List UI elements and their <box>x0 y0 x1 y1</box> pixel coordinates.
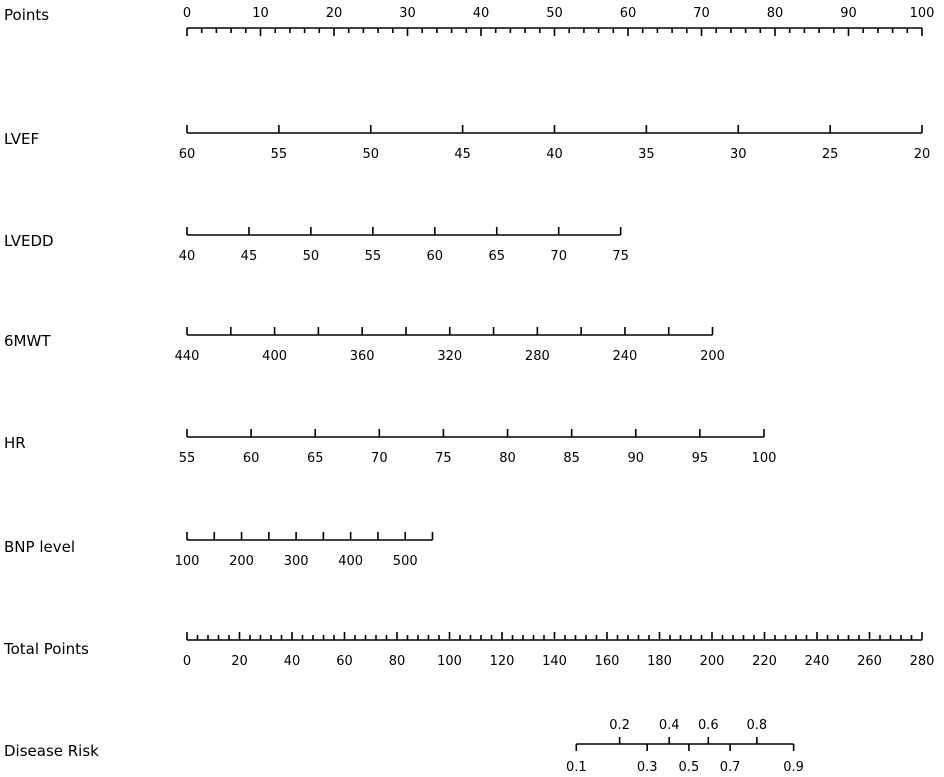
tick-label: 100 <box>437 654 462 669</box>
tick-label: 55 <box>178 451 196 466</box>
tick-label: 45 <box>454 147 471 162</box>
tick-label: 320 <box>437 349 463 364</box>
tick-label: 55 <box>364 249 382 264</box>
tick-label: 0 <box>182 654 192 669</box>
tick-label: 80 <box>388 654 406 669</box>
tick-label: 0.5 <box>678 760 700 775</box>
tick-label: 65 <box>488 249 506 264</box>
row-label: Disease Risk <box>4 742 99 760</box>
tick-label: 50 <box>546 6 563 21</box>
tick-label: 140 <box>542 654 567 669</box>
tick-label: 45 <box>240 249 258 264</box>
tick-label: 60 <box>178 147 196 162</box>
tick-label: 65 <box>306 451 324 466</box>
tick-label: 95 <box>691 451 709 466</box>
row-points <box>4 6 934 36</box>
tick-label: 200 <box>229 554 254 569</box>
tick-label: 60 <box>336 654 353 669</box>
tick-label: 0.6 <box>697 718 719 733</box>
row-label: LVEDD <box>4 232 54 250</box>
tick-label: 180 <box>647 654 672 669</box>
tick-label: 0.1 <box>565 760 587 775</box>
tick-label: 100 <box>174 554 200 569</box>
tick-label: 0 <box>182 6 192 21</box>
row-lvef <box>4 125 930 162</box>
tick-label: 50 <box>302 249 320 264</box>
tick-label: 70 <box>693 6 710 21</box>
tick-label: 0.3 <box>636 760 658 775</box>
tick-label: 0.2 <box>609 718 630 733</box>
tick-label: 20 <box>913 147 931 162</box>
tick-label: 60 <box>242 451 260 466</box>
tick-label: 70 <box>371 451 388 466</box>
tick-label: 280 <box>909 654 935 669</box>
tick-label: 85 <box>563 451 580 466</box>
row-label: HR <box>4 434 26 452</box>
tick-label: 40 <box>178 249 196 264</box>
tick-label: 90 <box>840 6 857 21</box>
tick-label: 500 <box>392 554 418 569</box>
tick-label: 100 <box>909 6 935 21</box>
tick-label: 120 <box>489 654 515 669</box>
row-bnp-level <box>4 532 432 569</box>
tick-label: 35 <box>638 147 655 162</box>
tick-label: 40 <box>283 654 301 669</box>
row-label: BNP level <box>4 538 75 556</box>
tick-label: 60 <box>426 249 444 264</box>
tick-label: 100 <box>751 451 777 466</box>
tick-label: 400 <box>338 554 364 569</box>
tick-label: 400 <box>262 349 288 364</box>
tick-label: 0.7 <box>719 760 741 775</box>
tick-label: 55 <box>270 147 288 162</box>
row-label: Total Points <box>4 640 89 658</box>
tick-label: 0.4 <box>658 718 680 733</box>
tick-label: 160 <box>594 654 620 669</box>
tick-label: 20 <box>231 654 248 669</box>
tick-label: 20 <box>325 6 343 21</box>
tick-label: 0.9 <box>783 760 804 775</box>
tick-label: 300 <box>283 554 309 569</box>
tick-label: 75 <box>435 451 452 466</box>
tick-label: 10 <box>252 6 269 21</box>
tick-label: 280 <box>524 349 550 364</box>
tick-label: 40 <box>546 147 563 162</box>
tick-label: 70 <box>550 249 567 264</box>
row-label: 6MWT <box>4 332 51 350</box>
tick-label: 220 <box>752 654 777 669</box>
tick-label: 50 <box>362 147 380 162</box>
row-total-points <box>3 632 934 669</box>
row-label: Points <box>4 6 50 24</box>
tick-label: 60 <box>619 6 637 21</box>
tick-label: 200 <box>699 654 725 669</box>
row-6mwt <box>4 327 725 364</box>
tick-label: 240 <box>612 349 638 364</box>
tick-label: 200 <box>700 349 725 364</box>
tick-label: 90 <box>627 451 645 466</box>
tick-label: 25 <box>821 147 839 162</box>
tick-label: 0.8 <box>746 718 768 733</box>
row-lvedd <box>4 227 629 264</box>
tick-label: 80 <box>766 6 784 21</box>
row-disease-risk <box>4 718 804 775</box>
tick-label: 80 <box>499 451 516 466</box>
tick-label: 30 <box>729 147 747 162</box>
tick-label: 440 <box>174 349 200 364</box>
tick-label: 260 <box>857 654 882 669</box>
tick-label: 40 <box>472 6 490 21</box>
tick-label: 240 <box>804 654 830 669</box>
tick-label: 360 <box>349 349 375 364</box>
tick-label: 75 <box>612 249 629 264</box>
row-label: LVEF <box>4 130 40 148</box>
row-hr <box>4 429 776 466</box>
tick-label: 30 <box>399 6 416 21</box>
